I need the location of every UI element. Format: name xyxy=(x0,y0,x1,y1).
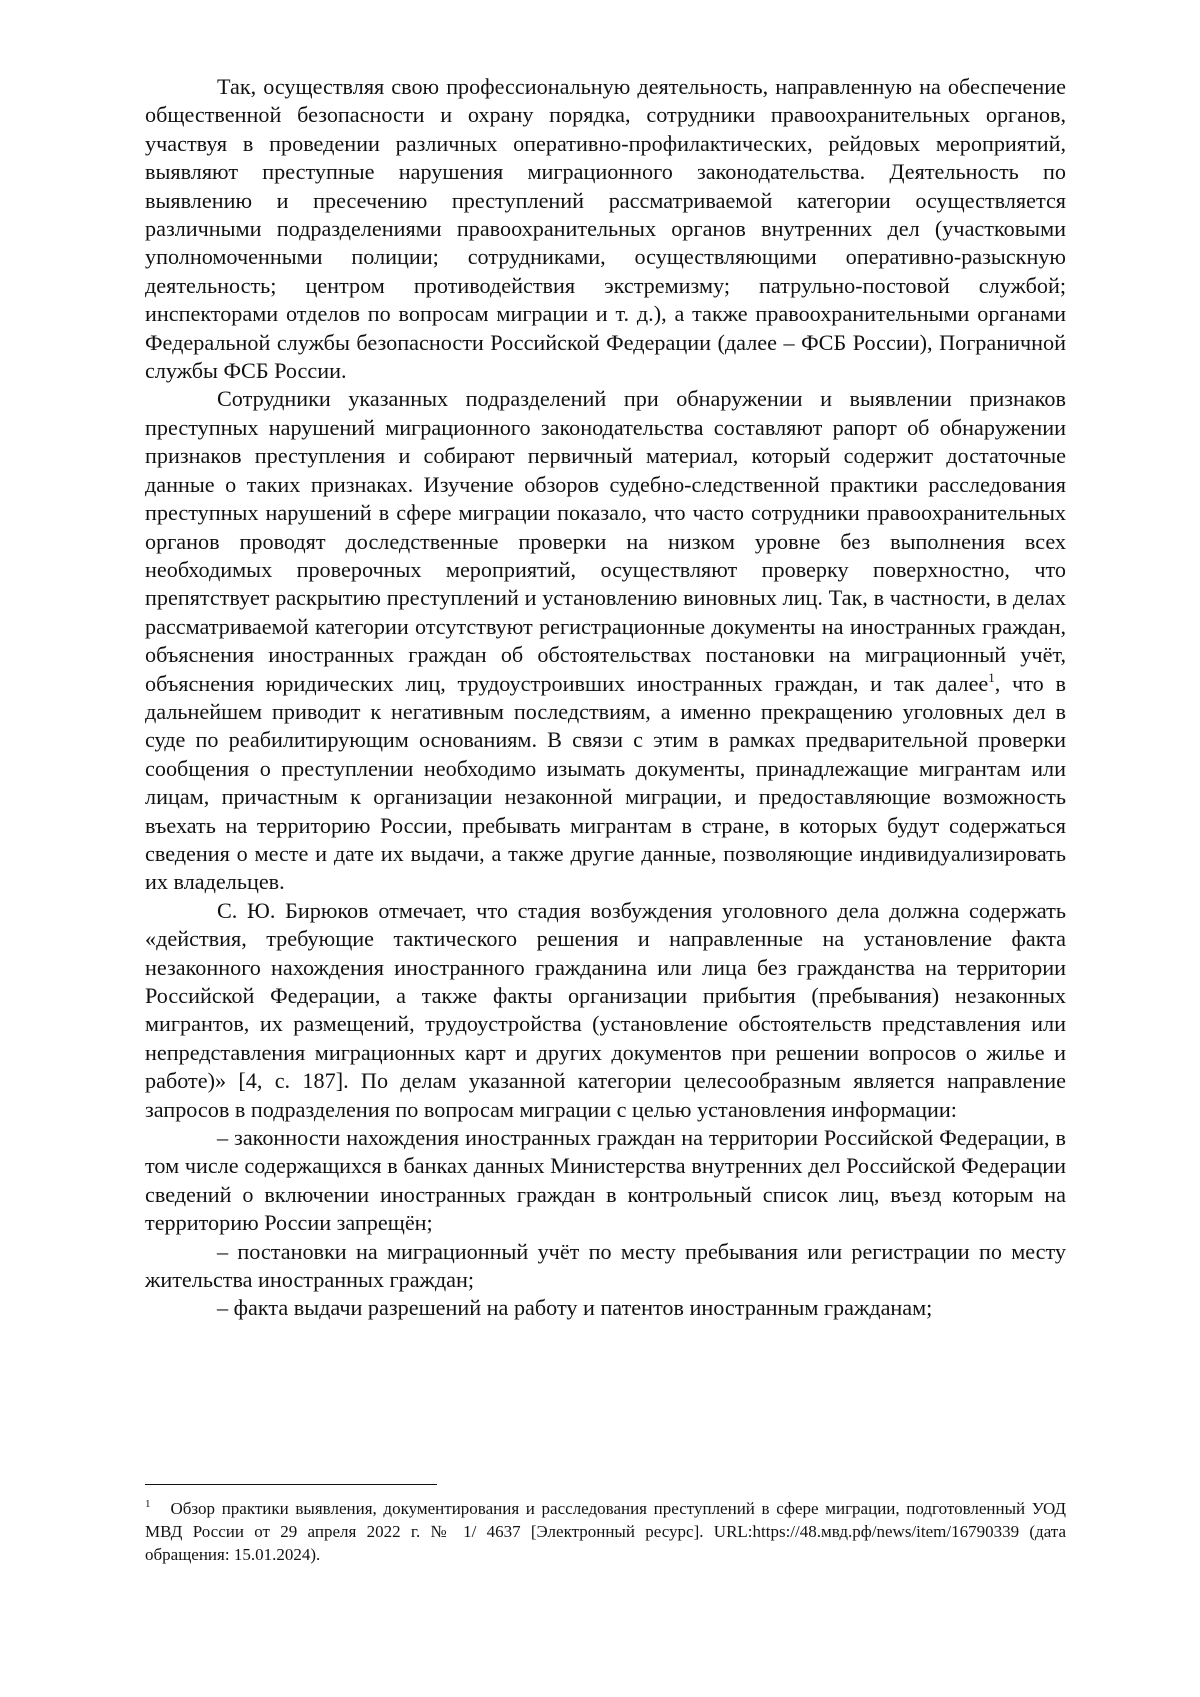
list-item: – факта выдачи разрешений на работу и патентов иностранным гражданам; xyxy=(145,1294,1066,1322)
document-body xyxy=(145,73,1066,1323)
footnote-mark: 1 xyxy=(145,1498,151,1510)
paragraph-2-text-before: Сотрудники указанных подразделений при обнаружении и выявлении признаков преступных нарушений миграционного законодательства составляют рапорт об обнаружении признаков преступления и собирают первичный материал, который содержит достаточные данные о таких признаках. Изучение обзоров судебно-следственной практики расследования преступных нарушений в сфере миграции показало, что часто сотрудники правоохранительных органов проводят доследственные проверки на низком уровне без выполнения всех необходимых проверочных мероприятий, осуществляют проверку поверхностно, что препятствует раскрытию преступлений и установлению виновных лиц. Так, в частности, в делах рассматриваемой категории отсутствуют регистрационные документы на иностранных граждан, объяснения иностранных граждан об обстоятельствах постановки на миграционный учёт, объяснения юридических лиц, трудоустроивших иностранных граждан, и так далее xyxy=(145,386,1066,695)
footnote-separator xyxy=(145,1484,437,1485)
footnote-reference[interactable]: 1 xyxy=(988,670,995,685)
paragraph-1: Так, осуществляя свою профессиональную деятельность, направленную на обеспечение общественной безопасности и охрану порядка, сотрудники правоохранительных органов, участвуя в проведении различных оперативно-профилактических, рейдовых мероприятий, выявляют преступные нарушения миграционного законодательства. Деятельность по выявлению и пресечению преступлений рассматриваемой категории осуществляется различными подразделениями правоохранительных органов внутренних дел (участковыми уполномоченными полиции; сотрудниками, осуществляющими оперативно-разыскную деятельность; центром противодействия экстремизму; патрульно-постовой службой; инспекторами отделов по вопросам миграции и т. д.), а также правоохранительными органами Федеральной службы безопасности Российской Федерации (далее – ФСБ России), Пограничной службы ФСБ России. xyxy=(145,73,1066,385)
paragraph-2-text-after: , что в дальнейшем приводит к негативным последствиям, а именно прекращению уголовных дел в суде по реабилитирующим основаниям. В связи с этим в рамках предварительной проверки сообщения о преступлении необходимо изымать документы, принадлежащие мигрантам или лицам, причастным к организации незаконной миграции, и предоставляющие возможность въехать на территорию России, пребывать мигрантам в стране, в которых будут содержаться сведения о месте и дате их выдачи, а также другие данные, позволяющие индивидуализировать их владельцев. xyxy=(145,671,1066,895)
paragraph-2 xyxy=(145,385,1066,896)
list-item: – постановки на миграционный учёт по месту пребывания или регистрации по месту жительства иностранных граждан; xyxy=(145,1238,1066,1295)
footnote xyxy=(145,1497,1066,1566)
paragraph-3: С. Ю. Бирюков отмечает, что стадия возбуждения уголовного дела должна содержать «действия, требующие тактического решения и направленные на установление факта незаконного нахождения иностранного гражданина или лица без гражданства на территории Российской Федерации, а также факты организации прибытия (пребывания) незаконных мигрантов, их размещений, трудоустройства (установление обстоятельств представления или непредставления миграционных карт и других документов при решении вопросов о жилье и работе)» [4, с. 187]. По делам указанной категории целесообразным является направление запросов в подразделения по вопросам миграции с целью установления информации: xyxy=(145,897,1066,1124)
footnote-text: Обзор практики выявления, документирования и расследования преступлений в сфере миграции, подготовленный УОД МВД России от 29 апреля 2022 г. № 1/ 4637 [Электронный ресурс]. URL:https://48.мвд.рф/news/item/16790339 (дата обращения: 15.01.2024). xyxy=(145,1499,1066,1564)
list-item: – законности нахождения иностранных граждан на территории Российской Федерации, в том числе содержащихся в банках данных Министерства внутренних дел Российской Федерации сведений о включении иностранных граждан в контрольный список лиц, въезд которым на территорию России запрещён; xyxy=(145,1124,1066,1238)
